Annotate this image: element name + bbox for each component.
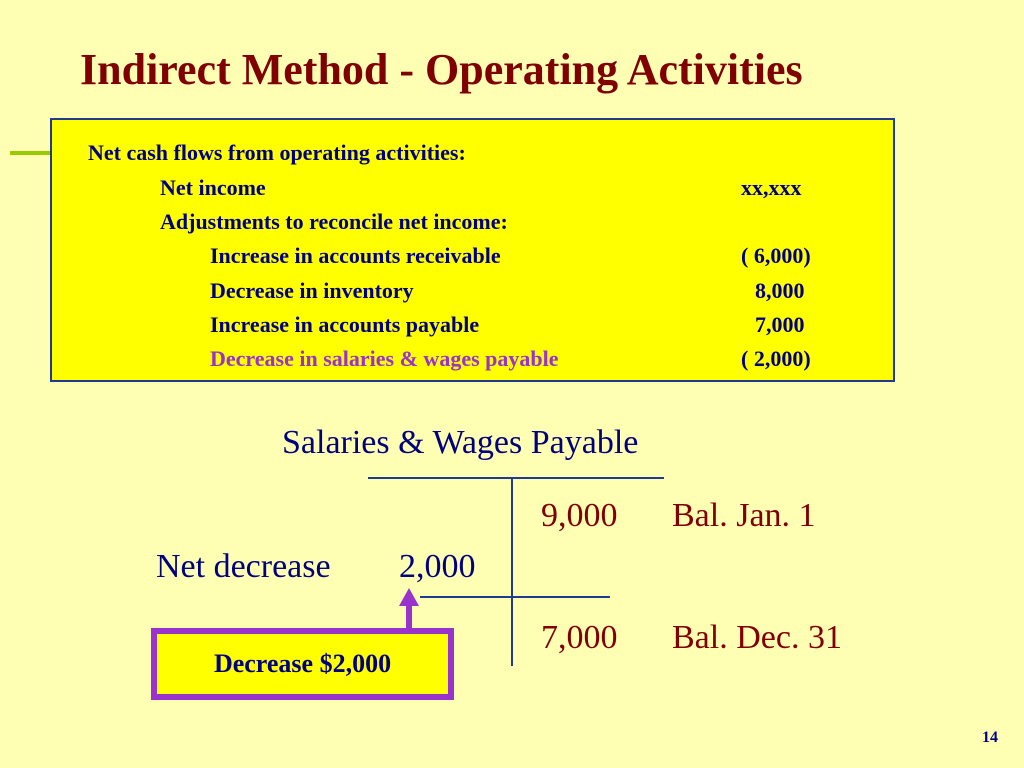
closing-balance-label: Bal. Dec. 31: [672, 619, 842, 656]
cash-flow-statement-box: [50, 118, 895, 382]
adjustment-label-receivable: Increase in accounts receivable: [210, 243, 501, 268]
adjustments-label: Adjustments to reconcile net income:: [160, 209, 508, 234]
adjustment-label-salaries: Decrease in salaries & wages payable: [210, 346, 559, 371]
adjustment-label-inventory: Decrease in inventory: [210, 278, 414, 303]
net-income-amount: xx,xxx: [741, 175, 802, 200]
closing-balance-amount: 7,000: [541, 619, 618, 656]
adjustment-label-payable: Increase in accounts payable: [210, 312, 480, 337]
opening-balance-amount: 9,000: [541, 497, 618, 534]
adjustment-amount-payable: 7,000: [755, 312, 805, 337]
adjustment-amount-salaries: ( 2,000): [741, 346, 811, 371]
net-income-label: Net income: [160, 175, 266, 200]
net-decrease-label: Net decrease: [156, 548, 331, 585]
t-account-title: Salaries & Wages Payable: [282, 424, 639, 461]
net-decrease-amount: 2,000: [399, 548, 476, 585]
statement-heading: Net cash flows from operating activities:: [88, 140, 466, 165]
decrease-callout: Decrease $2,000: [151, 628, 454, 700]
t-account-total-rule: [420, 596, 610, 598]
adjustment-amount-inventory: 8,000: [755, 278, 805, 303]
slide-title: Indirect Method - Operating Activities: [80, 45, 803, 94]
opening-balance-label: Bal. Jan. 1: [672, 497, 816, 534]
page-number: 14: [982, 729, 998, 746]
accent-line: [10, 151, 52, 155]
t-account-top-rule: [368, 477, 664, 479]
t-account-center-rule: [511, 478, 513, 666]
adjustment-amount-receivable: ( 6,000): [741, 243, 811, 268]
